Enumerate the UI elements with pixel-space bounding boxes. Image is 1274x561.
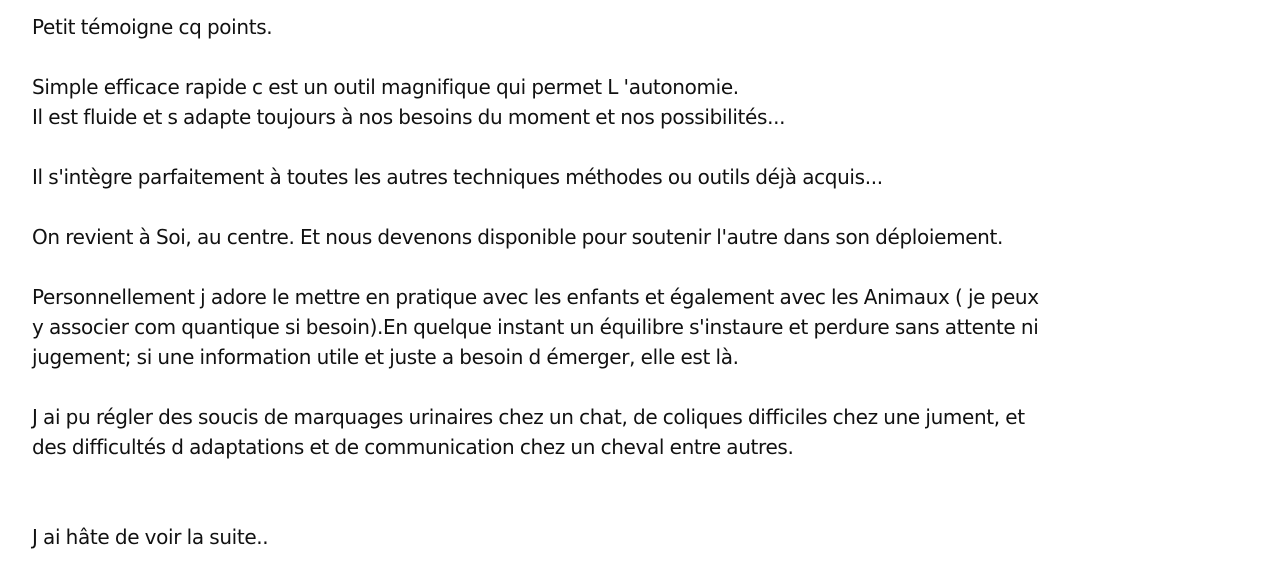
paragraph-4 [32, 282, 1252, 372]
paragraph-spacer [32, 252, 1252, 282]
paragraph-spacer [32, 192, 1252, 222]
closing-line: J ai hâte de voir la suite.. [32, 525, 269, 549]
text-line: jugement; si une information utile et juste a besoin d émerger, elle est là. [32, 345, 739, 369]
document-body [32, 12, 1252, 552]
paragraph-1 [32, 72, 1252, 132]
paragraph-spacer [32, 132, 1252, 162]
text-line: Simple efficace rapide c est un outil magnifique qui permet L 'autonomie. [32, 75, 739, 99]
text-line: J ai pu régler des soucis de marquages urinaires chez un chat, de coliques difficiles chez une jument, et [32, 405, 1025, 429]
document-title: Petit témoigne cq points. [32, 15, 273, 39]
paragraph-spacer [32, 42, 1252, 72]
paragraph-spacer [32, 462, 1252, 522]
text-line: Il est fluide et s adapte toujours à nos besoins du moment et nos possibilités... [32, 105, 786, 129]
text-line: y associer com quantique si besoin).En quelque instant un équilibre s'instaure et perdure sans attente ni [32, 315, 1039, 339]
text-line: Il s'intègre parfaitement à toutes les autres techniques méthodes ou outils déjà acquis... [32, 165, 883, 189]
paragraph-2 [32, 162, 1252, 192]
paragraph-5 [32, 402, 1252, 462]
paragraph-spacer [32, 372, 1252, 402]
text-line: On revient à Soi, au centre. Et nous devenons disponible pour soutenir l'autre dans son déploiement. [32, 225, 1003, 249]
paragraph-3 [32, 222, 1252, 252]
text-line: Personnellement j adore le mettre en pratique avec les enfants et également avec les Animaux ( je peux [32, 285, 1039, 309]
text-line: des difficultés d adaptations et de communication chez un cheval entre autres. [32, 435, 794, 459]
